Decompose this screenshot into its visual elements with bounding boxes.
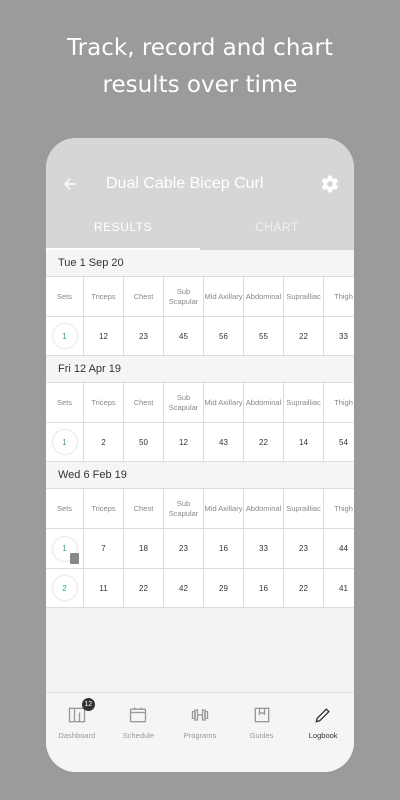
tab-results[interactable]: RESULTS [46, 214, 200, 250]
results-table [46, 488, 354, 608]
value-cell: 29 [204, 569, 244, 607]
table-row[interactable] [46, 568, 354, 608]
calendar-icon-svg [128, 705, 148, 725]
value-cell: 54 [324, 423, 354, 461]
nav-label: Programs [183, 731, 217, 740]
value-cell: 2 [84, 423, 124, 461]
column-header: Mid Axillary [204, 277, 244, 316]
dumbbell-icon-svg [190, 705, 210, 725]
value-cell: 33 [324, 317, 354, 355]
column-header: Triceps [84, 277, 124, 316]
column-header: Mid Axillary [204, 383, 244, 422]
settings-button[interactable] [318, 172, 342, 196]
column-header: Chest [124, 489, 164, 528]
column-header: Sets [46, 277, 84, 316]
value-cell: 33 [244, 529, 284, 568]
tab-bar [46, 214, 354, 250]
value-cell: 7 [84, 529, 124, 568]
column-header: Triceps [84, 383, 124, 422]
value-cell: 23 [164, 529, 204, 568]
guide-icon-svg [252, 705, 272, 725]
set-cell [46, 569, 84, 607]
phone-frame [46, 138, 354, 772]
column-header: Sub Scapular [164, 489, 204, 528]
pencil-icon-svg [313, 705, 333, 725]
value-cell: 23 [284, 529, 324, 568]
arrow-left-icon [61, 175, 79, 193]
column-header: Thigh [324, 383, 354, 422]
value-cell: 22 [124, 569, 164, 607]
column-header: Sets [46, 383, 84, 422]
session-date: Wed 6 Feb 19 [46, 462, 354, 488]
headline-line-1: Track, record and chart [67, 35, 333, 61]
column-header: Sub Scapular [164, 383, 204, 422]
results-list [46, 250, 354, 692]
value-cell: 43 [204, 423, 244, 461]
value-cell: 50 [124, 423, 164, 461]
value-cell: 55 [244, 317, 284, 355]
session-date: Fri 12 Apr 19 [46, 356, 354, 382]
nav-dashboard[interactable] [46, 693, 108, 772]
column-header: Chest [124, 277, 164, 316]
back-button[interactable] [58, 172, 82, 196]
table-header-row [46, 382, 354, 422]
value-cell: 12 [84, 317, 124, 355]
value-cell: 16 [204, 529, 244, 568]
value-cell: 41 [324, 569, 354, 607]
column-header: Suprailliac [284, 383, 324, 422]
column-header: Sub Scapular [164, 277, 204, 316]
value-cell: 18 [124, 529, 164, 568]
column-header: Thigh [324, 489, 354, 528]
column-header: Abdominal [244, 277, 284, 316]
note-icon[interactable] [70, 553, 79, 564]
guide-icon [252, 705, 272, 725]
value-cell: 22 [244, 423, 284, 461]
headline-line-2: results over time [102, 72, 298, 98]
value-cell: 22 [284, 569, 324, 607]
set-number[interactable]: 2 [53, 576, 77, 600]
gear-icon [320, 174, 340, 194]
results-table [46, 276, 354, 356]
session-block [46, 462, 354, 608]
table-row[interactable] [46, 316, 354, 356]
nav-schedule[interactable] [108, 693, 170, 772]
session-block [46, 250, 354, 356]
nav-label: Logbook [308, 731, 338, 740]
column-header: Suprailliac [284, 489, 324, 528]
table-header-row [46, 488, 354, 528]
dashboard-icon [67, 701, 93, 725]
column-header: Abdominal [244, 383, 284, 422]
nav-guides[interactable] [231, 693, 293, 772]
value-cell: 16 [244, 569, 284, 607]
set-number[interactable]: 1 [53, 537, 77, 561]
notification-badge: 12 [82, 698, 95, 711]
nav-label: Dashboard [58, 731, 96, 740]
bottom-nav [46, 692, 354, 772]
set-number[interactable]: 1 [53, 324, 77, 348]
column-header: Sets [46, 489, 84, 528]
value-cell: 11 [84, 569, 124, 607]
nav-label: Schedule [122, 731, 155, 740]
set-number[interactable]: 1 [53, 430, 77, 454]
session-date: Tue 1 Sep 20 [46, 250, 354, 276]
table-row[interactable] [46, 528, 354, 568]
calendar-icon [128, 705, 148, 725]
value-cell: 56 [204, 317, 244, 355]
value-cell: 42 [164, 569, 204, 607]
value-cell: 14 [284, 423, 324, 461]
pencil-icon [313, 705, 333, 725]
value-cell: 45 [164, 317, 204, 355]
column-header: Chest [124, 383, 164, 422]
results-table [46, 382, 354, 462]
value-cell: 12 [164, 423, 204, 461]
column-header: Mid Axillary [204, 489, 244, 528]
column-header: Thigh [324, 277, 354, 316]
nav-label: Guides [249, 731, 274, 740]
column-header: Triceps [84, 489, 124, 528]
app-bar [46, 138, 354, 250]
page-title: Dual Cable Bicep Curl [106, 175, 264, 192]
table-row[interactable] [46, 422, 354, 462]
column-header: Suprailliac [284, 277, 324, 316]
tab-chart[interactable]: CHART [255, 220, 299, 234]
value-cell: 44 [324, 529, 354, 568]
value-cell: 23 [124, 317, 164, 355]
column-header: Abdominal [244, 489, 284, 528]
value-cell: 22 [284, 317, 324, 355]
set-cell [46, 317, 84, 355]
nav-programs[interactable] [169, 693, 231, 772]
set-cell [46, 423, 84, 461]
headline [0, 30, 400, 104]
set-cell [46, 529, 84, 568]
dumbbell-icon [190, 705, 210, 725]
session-block [46, 356, 354, 462]
table-header-row [46, 276, 354, 316]
nav-logbook[interactable] [292, 693, 354, 772]
